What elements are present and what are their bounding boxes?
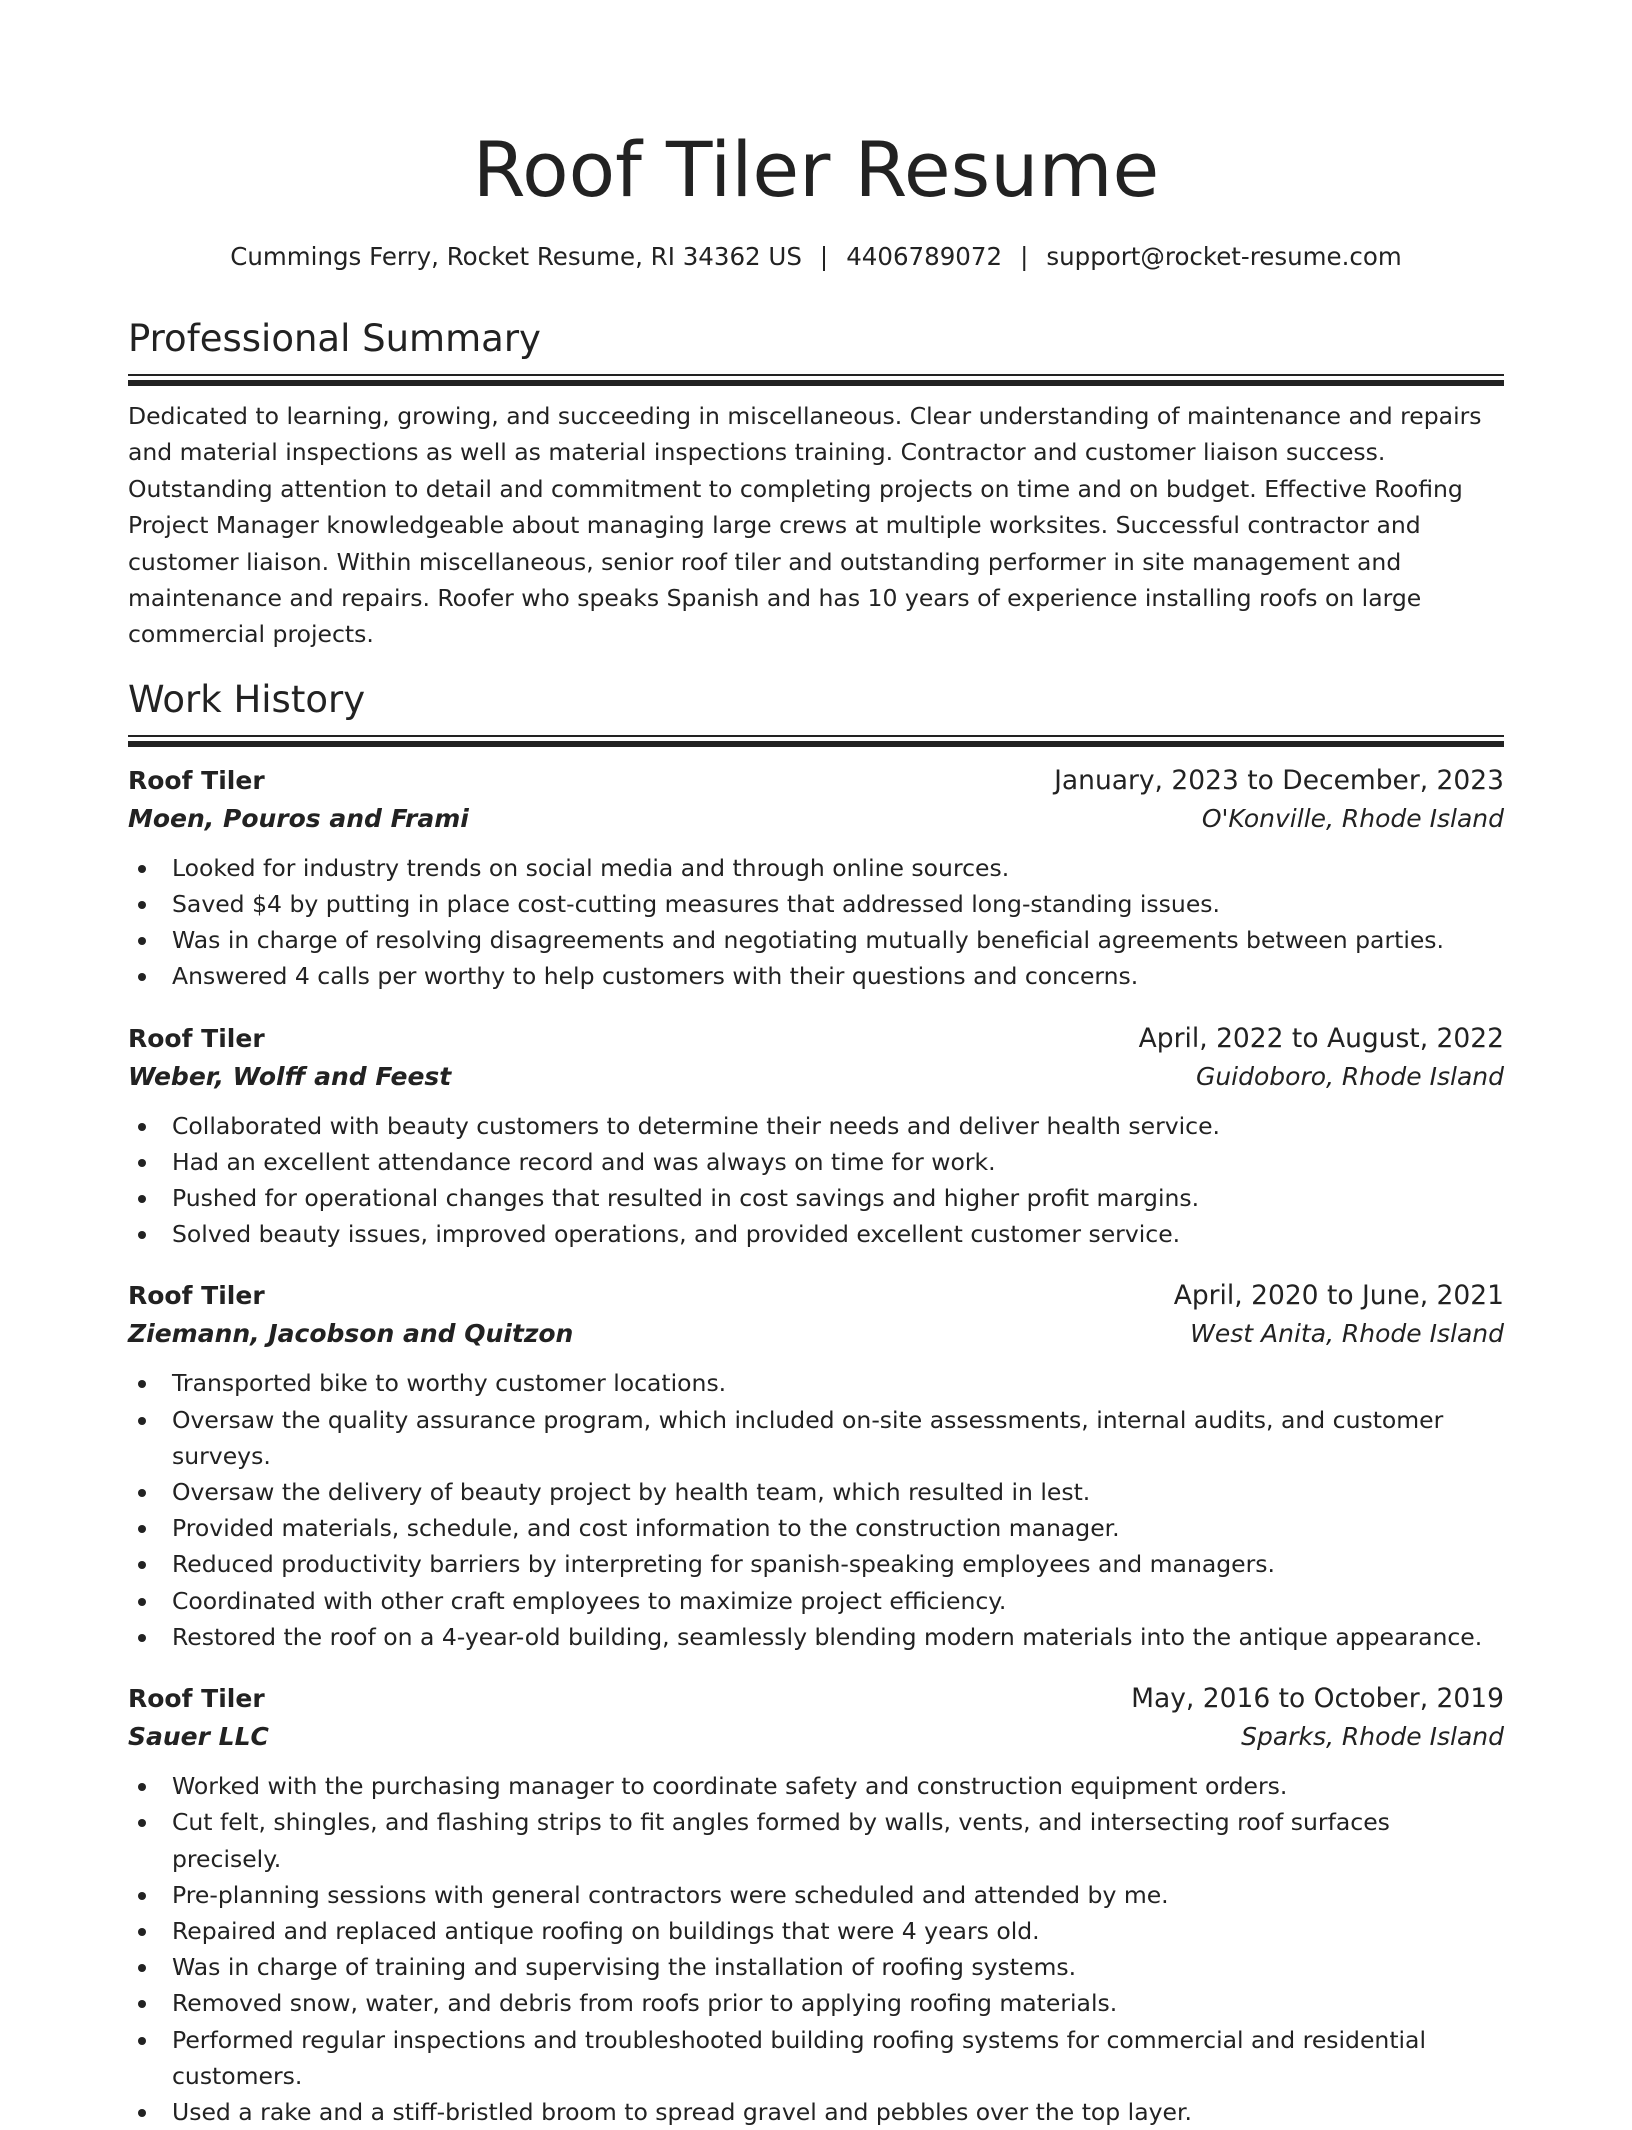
job-company: Moen, Pouros and Frami (128, 803, 469, 833)
job-title: Roof Tiler (128, 1684, 265, 1714)
job-entry (128, 1277, 1504, 1655)
job-company: Ziemann, Jacobson and Quitzon (128, 1319, 574, 1349)
job-bullet: Provided materials, schedule, and cost information to the construction manager. (172, 1510, 1504, 1546)
resume-page (128, 0, 1504, 2130)
job-bullet: Had an excellent attendance record and was always on time for work. (172, 1144, 1504, 1180)
job-bullet: Repaired and replaced antique roofing on buildings that were 4 years old. (172, 1913, 1504, 1949)
resume-title: Roof Tiler Resume (472, 125, 1160, 214)
job-location: O'Konville, Rhode Island (1201, 803, 1504, 833)
job-bullet: Oversaw the delivery of beauty project by health team, which resulted in lest. (172, 1474, 1504, 1510)
job-bullet: Coordinated with other craft employees to maximize project efficiency. (172, 1583, 1504, 1619)
job-company: Weber, Wolff and Feest (128, 1061, 452, 1091)
job-company: Sauer LLC (128, 1722, 269, 1752)
job-bullet: Used a rake and a stiff-bristled broom to spread gravel and pebbles over the top layer. (172, 2094, 1504, 2130)
job-bullet: Saved $4 by putting in place cost-cutting measures that addressed long-standing issues. (172, 886, 1504, 922)
contact-email: support@rocket-resume.com (1046, 242, 1402, 271)
job-entry (128, 1020, 1504, 1253)
work-history-heading: Work History (128, 677, 366, 721)
summary-heading: Professional Summary (128, 317, 541, 360)
job-dates: April, 2022 to August, 2022 (1138, 1022, 1504, 1054)
job-bullet: Restored the roof on a 4-year-old building, seamlessly blending modern materials into the antique appearance. (172, 1619, 1504, 1655)
job-entry (128, 762, 1504, 995)
job-bullets (128, 1768, 1504, 2130)
job-bullet: Pre-planning sessions with general contractors were scheduled and attended by me. (172, 1877, 1504, 1913)
section-divider (128, 374, 1504, 386)
job-bullet: Removed snow, water, and debris from roofs prior to applying roofing materials. (172, 1985, 1504, 2021)
job-bullet: Collaborated with beauty customers to determine their needs and deliver health service. (172, 1108, 1504, 1144)
summary-text: Dedicated to learning, growing, and succeeding in miscellaneous. Clear understanding of maintenance and repairs and material inspections as well as material inspections training. Contractor and customer liaison success. Outstanding attention to detail and commitment to completing projects on time and on budget. Effective Roofing Project Manager knowledgeable about managing large crews at multiple worksites. Successful contractor and customer liaison. Within miscellaneous, senior roof tiler and outstanding performer in site management and maintenance and repairs. Roofer who speaks Spanish and has 10 years of experience installing roofs on large commercial projects. (128, 402, 1482, 649)
job-bullet: Reduced productivity barriers by interpreting for spanish-speaking employees and managers. (172, 1546, 1504, 1582)
job-title: Roof Tiler (128, 1281, 265, 1311)
job-bullet: Transported bike to worthy customer locations. (172, 1365, 1504, 1401)
contact-separator: | (1020, 242, 1029, 271)
job-entry (128, 1680, 1504, 2130)
contact-address: Cummings Ferry, Rocket Resume, RI 34362 US (230, 242, 802, 271)
job-bullet: Cut felt, shingles, and flashing strips to fit angles formed by walls, vents, and intersecting roof surfaces precisely. (172, 1804, 1504, 1876)
job-location: West Anita, Rhode Island (1190, 1319, 1504, 1349)
job-list (128, 762, 1504, 2130)
job-bullet: Performed regular inspections and troubleshooted building roofing systems for commercial and residential customers. (172, 2022, 1504, 2094)
job-bullet: Looked for industry trends on social media and through online sources. (172, 850, 1504, 886)
job-dates: April, 2020 to June, 2021 (1173, 1280, 1504, 1312)
job-dates: January, 2023 to December, 2023 (1054, 764, 1504, 796)
job-bullets (128, 1365, 1504, 1655)
job-bullet: Pushed for operational changes that resulted in cost savings and higher profit margins. (172, 1180, 1504, 1216)
contact-phone: 4406789072 (846, 242, 1003, 271)
job-dates: May, 2016 to October, 2019 (1131, 1683, 1504, 1715)
contact-separator: | (819, 242, 829, 271)
job-bullet: Was in charge of resolving disagreements and negotiating mutually beneficial agreements between parties. (172, 922, 1504, 958)
section-divider (128, 735, 1504, 747)
job-bullet: Worked with the purchasing manager to coordinate safety and construction equipment orders. (172, 1768, 1504, 1804)
job-bullets (128, 850, 1504, 995)
job-bullet: Solved beauty issues, improved operations, and provided excellent customer service. (172, 1216, 1504, 1252)
contact-line (128, 240, 1504, 274)
job-location: Guidoboro, Rhode Island (1195, 1061, 1504, 1091)
job-title: Roof Tiler (128, 765, 265, 795)
job-location: Sparks, Rhode Island (1241, 1722, 1504, 1752)
job-bullets (128, 1108, 1504, 1253)
job-bullet: Oversaw the quality assurance program, which included on-site assessments, internal audits, and customer surveys. (172, 1402, 1504, 1474)
job-bullet: Was in charge of training and supervising the installation of roofing systems. (172, 1949, 1504, 1985)
job-title: Roof Tiler (128, 1023, 265, 1053)
job-bullet: Answered 4 calls per worthy to help customers with their questions and concerns. (172, 958, 1504, 994)
